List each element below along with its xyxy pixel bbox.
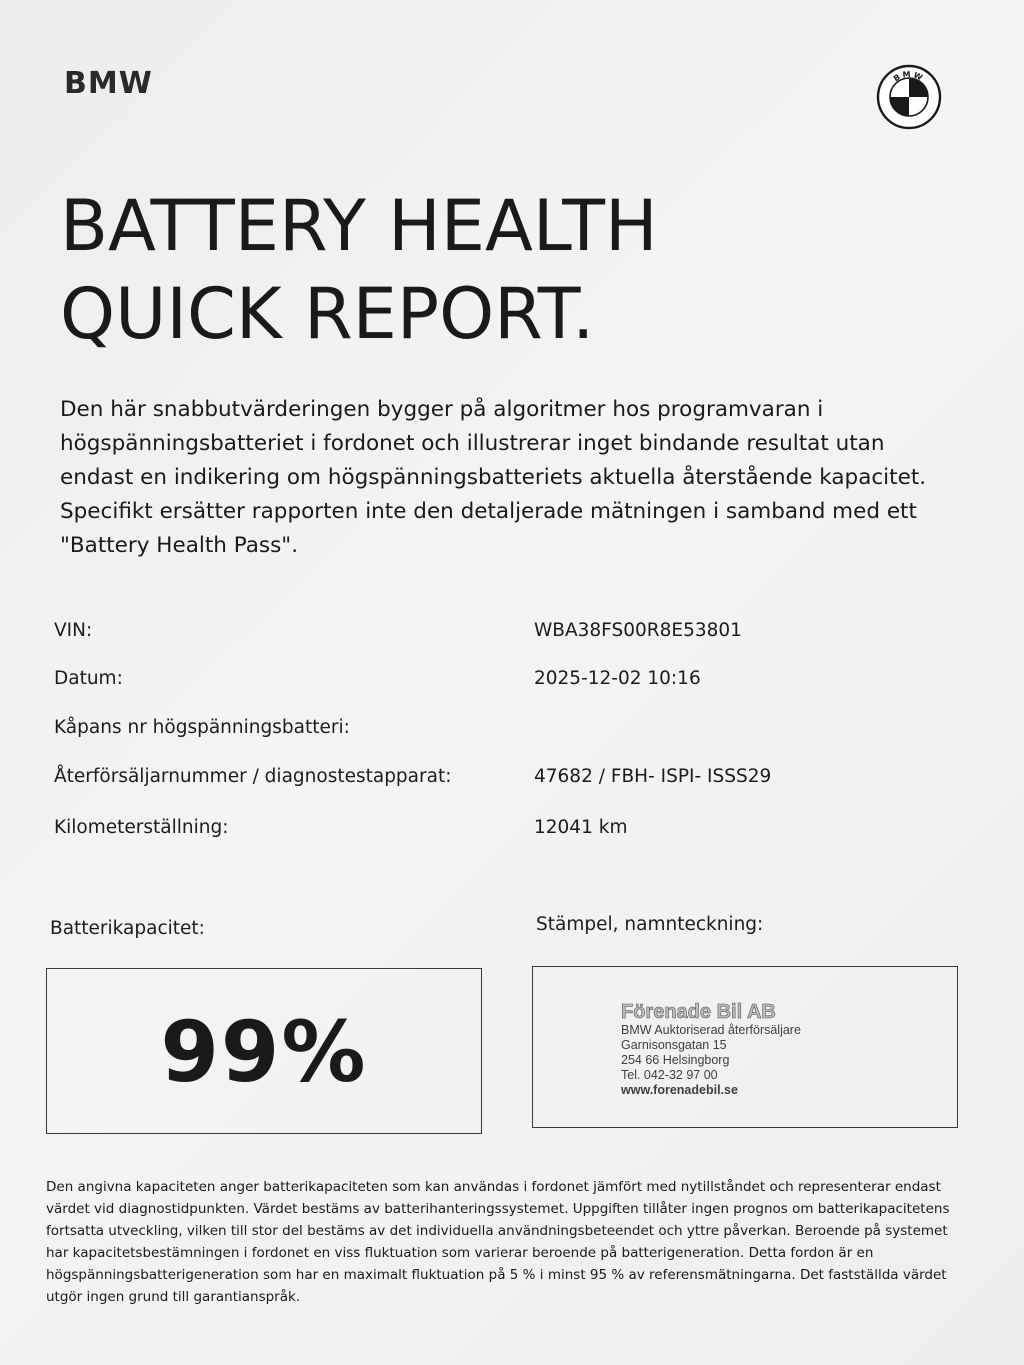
mileage-label: Kilometerställning: (54, 817, 229, 838)
capacity-label: Batterikapacitet: (50, 918, 205, 939)
vin-value: WBA38FS00R8E53801 (534, 620, 742, 641)
stamp-line-4: Tel. 042-32 97 00 (621, 1068, 718, 1082)
stamp-label: Stämpel, namnteckning: (536, 914, 764, 935)
stamp-line-3: 254 66 Helsingborg (621, 1053, 730, 1067)
info-row-date (54, 668, 954, 698)
info-row-vin (54, 620, 954, 650)
title-line-1: BATTERY HEALTH (60, 185, 658, 267)
brand-wordmark: BMW (64, 66, 153, 101)
roundel-letters: BMW (892, 69, 926, 84)
info-row-dealer (54, 766, 954, 796)
stamp-line-1: BMW Auktoriserad återförsäljare (621, 1023, 801, 1037)
battery-cover-label: Kåpans nr högspänningsbatteri: (54, 717, 350, 738)
vin-label: VIN: (54, 620, 93, 641)
dealer-stamp (621, 1001, 801, 1098)
date-value: 2025-12-02 10:16 (534, 668, 701, 689)
title-line-2: QUICK REPORT. (60, 273, 595, 355)
info-row-battery-cover (54, 717, 954, 747)
capacity-value: 99% (160, 1003, 368, 1101)
info-row-mileage (54, 817, 954, 847)
stamp-box (532, 966, 958, 1128)
stamp-line-5: www.forenadebil.se (621, 1083, 738, 1097)
bmw-roundel-icon (876, 64, 942, 130)
disclaimer-paragraph: Den angivna kapaciteten anger batterikapaciteten som kan användas i fordonet jämfört med nytillståndet och representerar endast värdet vid diagnostidpunkten. Värdet bestäms av batterihanteringssystemet. Uppgiften tillåter ingen prognos om batterikapacitetens fortsatta utveckling, vilken till stor del bestäms av det individuella användningsbeteendet och yttre påverkan. Beroende på systemet har kapacitetsbestämningen i fordonet en viss fluktuation som varierar beroende på batterigeneration. Detta fordon är en högspänningsbatterigeneration som har en maximalt fluktuation på 5 % i minst 95 % av referensmätningarna. Det fastställda värdet utgör ingen grund till garantianspråk. (46, 1179, 950, 1305)
dealer-value: 47682 / FBH- ISPI- ISSS29 (534, 766, 772, 787)
date-label: Datum: (54, 668, 123, 689)
dealer-label: Återförsäljarnummer / diagnostestapparat: (54, 766, 452, 787)
stamp-company: Förenade Bil AB (621, 1001, 776, 1023)
report-title (60, 182, 658, 358)
mileage-value: 12041 km (534, 817, 628, 838)
capacity-box (46, 968, 482, 1134)
stamp-line-2: Garnisonsgatan 15 (621, 1038, 727, 1052)
intro-paragraph: Den här snabbutvärderingen bygger på algoritmer hos programvaran i högspänningsbatteriet i fordonet och illustrerar inget bindande resultat utan endast en indikering om högspänningsbatteriets aktuella återstående kapacitet. Specifikt ersätter rapporten inte den detaljerade mätningen i samband med ett "Battery Health Pass". (60, 397, 927, 558)
